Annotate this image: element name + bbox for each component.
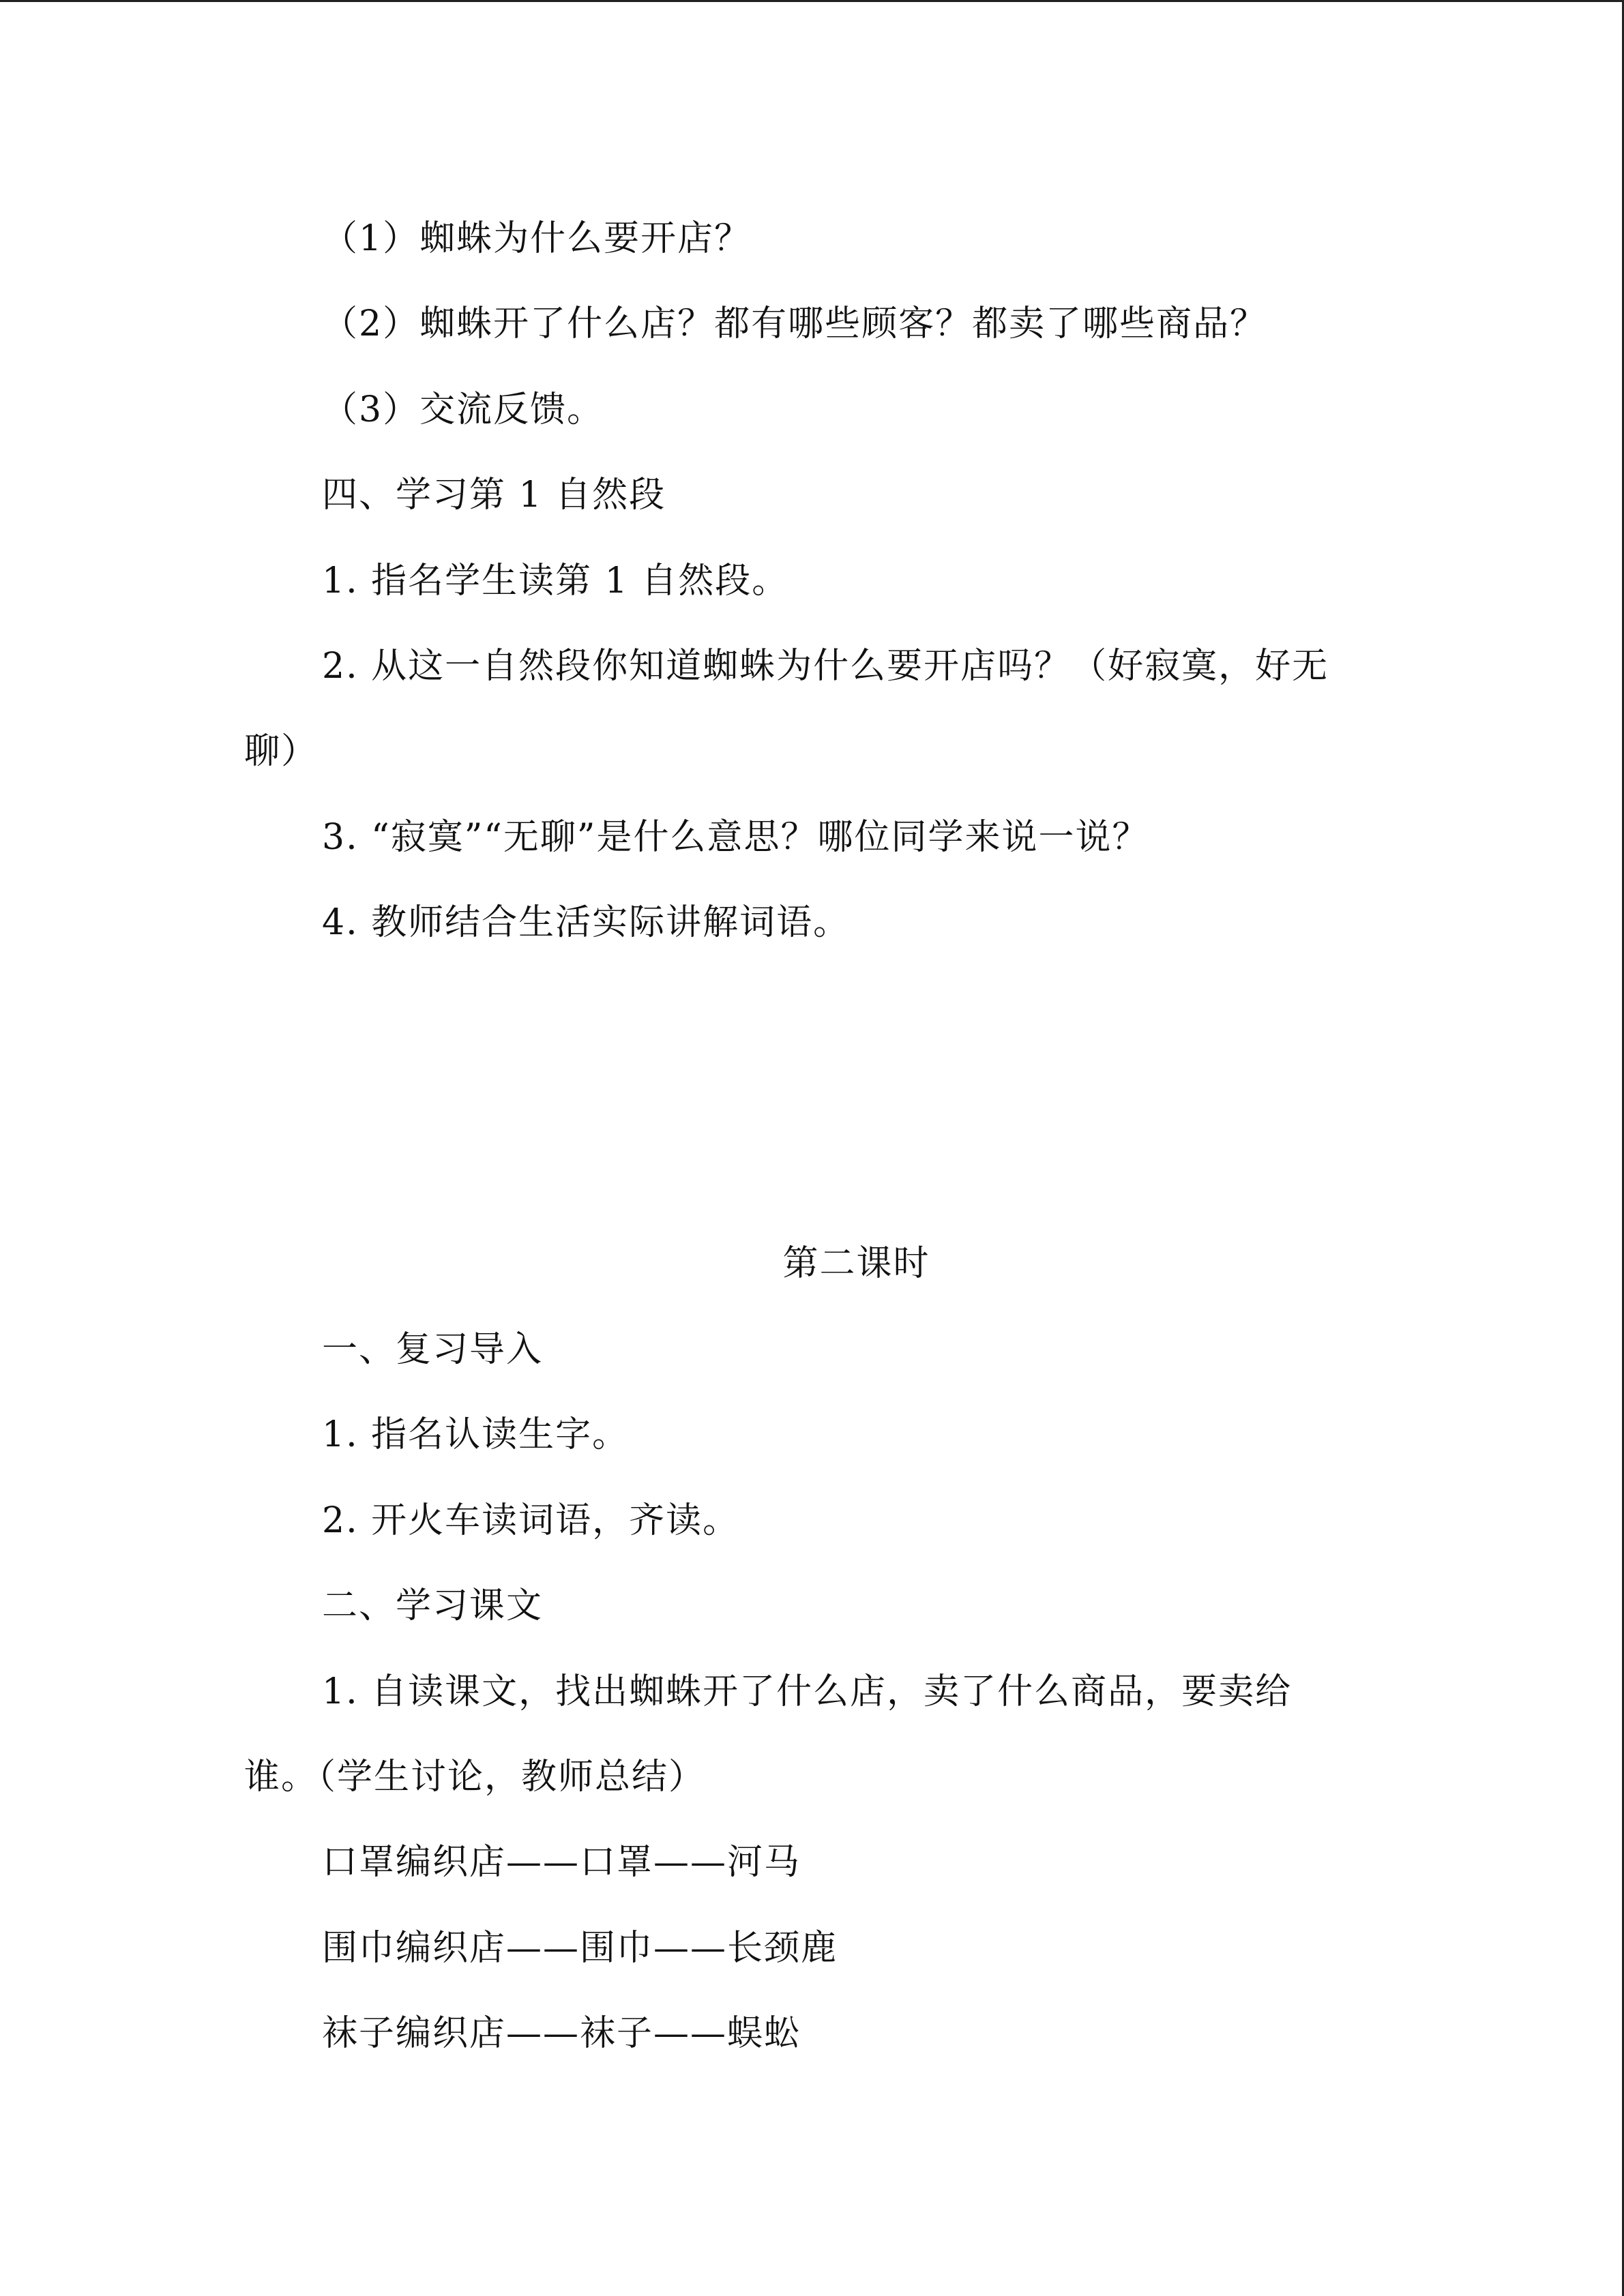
step-2-line-2: 聊） bbox=[244, 731, 319, 772]
shop-socks: 袜子编织店——袜子——蜈蚣 bbox=[322, 2013, 801, 2054]
heading-study-text: 二、学习课文 bbox=[322, 1585, 544, 1626]
study-step-1-line-2: 谁。（学生讨论，教师总结） bbox=[244, 1757, 706, 1798]
review-step-1: 1. 指名认读生字。 bbox=[322, 1414, 630, 1455]
step-1: 1. 指名学生读第 1 自然段。 bbox=[322, 561, 789, 601]
study-step-1-line-1: 1. 自读课文，找出蜘蛛开了什么店，卖了什么商品，要卖给 bbox=[322, 1671, 1293, 1712]
heading-review: 一、复习导入 bbox=[322, 1329, 544, 1370]
step-3: 3. “寂寞”“无聊”是什么意思？哪位同学来说一说？ bbox=[322, 817, 1149, 858]
review-step-2: 2. 开火车读词语，齐读。 bbox=[322, 1500, 740, 1541]
question-2: （2）蜘蛛开了什么店？都有哪些顾客？都卖了哪些商品？ bbox=[322, 303, 1267, 344]
shop-scarf: 围巾编织店——围巾——长颈鹿 bbox=[322, 1928, 838, 1969]
question-3: （3）交流反馈。 bbox=[322, 389, 604, 430]
lesson-title: 第二课时 bbox=[782, 1243, 930, 1284]
shop-mask: 口罩编织店——口罩——河马 bbox=[322, 1842, 801, 1883]
heading-learn-paragraph-1: 四、学习第 1 自然段 bbox=[322, 475, 666, 516]
step-4: 4. 教师结合生活实际讲解词语。 bbox=[322, 902, 851, 943]
step-2-line-1: 2. 从这一自然段你知道蜘蛛为什么要开店吗？（好寂寞，好无 bbox=[322, 646, 1329, 687]
question-1: （1）蜘蛛为什么要开店？ bbox=[322, 218, 752, 259]
